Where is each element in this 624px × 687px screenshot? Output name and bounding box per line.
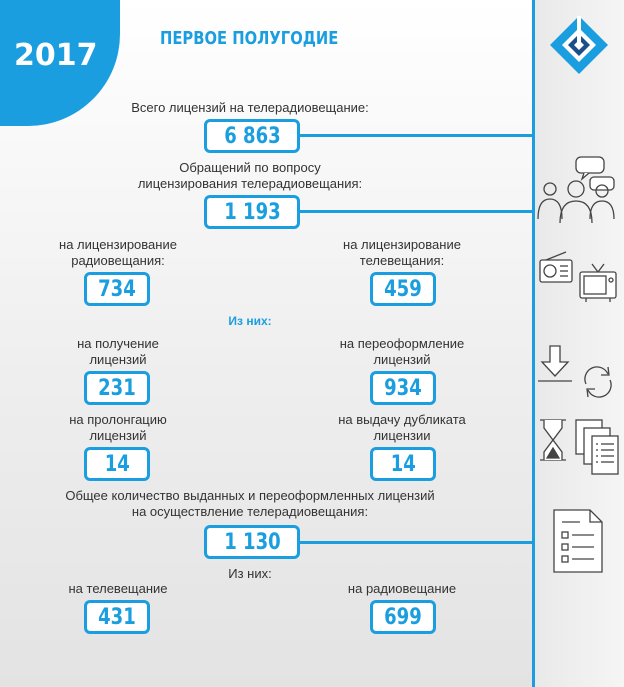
tv-issued-value: 431 bbox=[98, 604, 136, 630]
year-label: 2017 bbox=[14, 38, 98, 73]
prolong-box bbox=[84, 447, 150, 481]
radio-licensing-box bbox=[84, 272, 150, 306]
checklist-icon bbox=[552, 508, 604, 574]
reissue-label-2: лицензий bbox=[373, 352, 431, 367]
roskomnadzor-logo bbox=[548, 14, 610, 76]
of-which-heading-2: Из них: bbox=[228, 566, 272, 581]
tv-licensing-value: 459 bbox=[384, 276, 422, 302]
tv-licensing-label-1: на лицензирование bbox=[343, 237, 461, 252]
tv-licensing-label-2: телевещания: bbox=[359, 253, 445, 268]
total-licenses-label: Всего лицензий на телерадиовещание: bbox=[131, 100, 369, 115]
tv-issued-label: на телевещание bbox=[68, 581, 168, 596]
obtain-box bbox=[84, 371, 150, 405]
duplicate-label-2: лицензии bbox=[373, 428, 431, 443]
appeals-value: 1 193 bbox=[223, 199, 281, 225]
tv-issued-box bbox=[84, 600, 150, 634]
radio-licensing-label-2: радиовещания: bbox=[71, 253, 165, 268]
connector-appeals bbox=[300, 210, 534, 213]
duplicate-box bbox=[370, 447, 436, 481]
obtain-label-1: на получение bbox=[77, 336, 159, 351]
prolong-label-1: на пролонгацию bbox=[69, 412, 167, 427]
people-icon bbox=[536, 155, 620, 225]
tv-licensing-box bbox=[370, 272, 436, 306]
issued-total-label-2: на осуществление телерадиовещания: bbox=[131, 504, 369, 519]
reissue-box bbox=[370, 371, 436, 405]
issued-total-box bbox=[204, 525, 300, 559]
obtain-label-2: лицензий bbox=[89, 352, 147, 367]
connector-issued bbox=[300, 541, 534, 544]
appeals-label-1: Обращений по вопросу bbox=[179, 160, 321, 175]
period-title: ПЕРВОЕ ПОЛУГОДИЕ bbox=[160, 28, 339, 49]
radio-licensing-value: 734 bbox=[98, 276, 136, 302]
total-licenses-box bbox=[204, 119, 300, 153]
download-arrow-icon bbox=[536, 344, 574, 384]
documents-icon bbox=[574, 418, 620, 476]
issued-total-label-1: Общее количество выданных и переоформленных лицензий bbox=[65, 488, 435, 503]
radio-issued-value: 699 bbox=[384, 604, 422, 630]
hourglass-icon bbox=[538, 418, 568, 462]
issued-total-value: 1 130 bbox=[223, 529, 281, 555]
appeals-box bbox=[204, 195, 300, 229]
radio-issued-label: на радиовещание bbox=[347, 581, 457, 596]
connector-total bbox=[300, 134, 534, 137]
radio-icon bbox=[538, 250, 574, 286]
reissue-value: 934 bbox=[384, 375, 422, 401]
refresh-icon bbox=[580, 364, 616, 400]
radio-issued-box bbox=[370, 600, 436, 634]
obtain-value: 231 bbox=[98, 375, 136, 401]
of-which-heading-1: Из них: bbox=[228, 314, 272, 328]
tv-icon bbox=[578, 262, 618, 304]
prolong-value: 14 bbox=[104, 451, 130, 477]
reissue-label-1: на переоформление bbox=[339, 336, 465, 351]
total-licenses-value: 6 863 bbox=[223, 123, 281, 149]
prolong-label-2: лицензий bbox=[89, 428, 147, 443]
duplicate-value: 14 bbox=[390, 451, 416, 477]
radio-licensing-label-1: на лицензирование bbox=[59, 237, 177, 252]
appeals-label-2: лицензирования телерадиовещания: bbox=[137, 176, 363, 191]
duplicate-label-1: на выдачу дубликата bbox=[338, 412, 466, 427]
